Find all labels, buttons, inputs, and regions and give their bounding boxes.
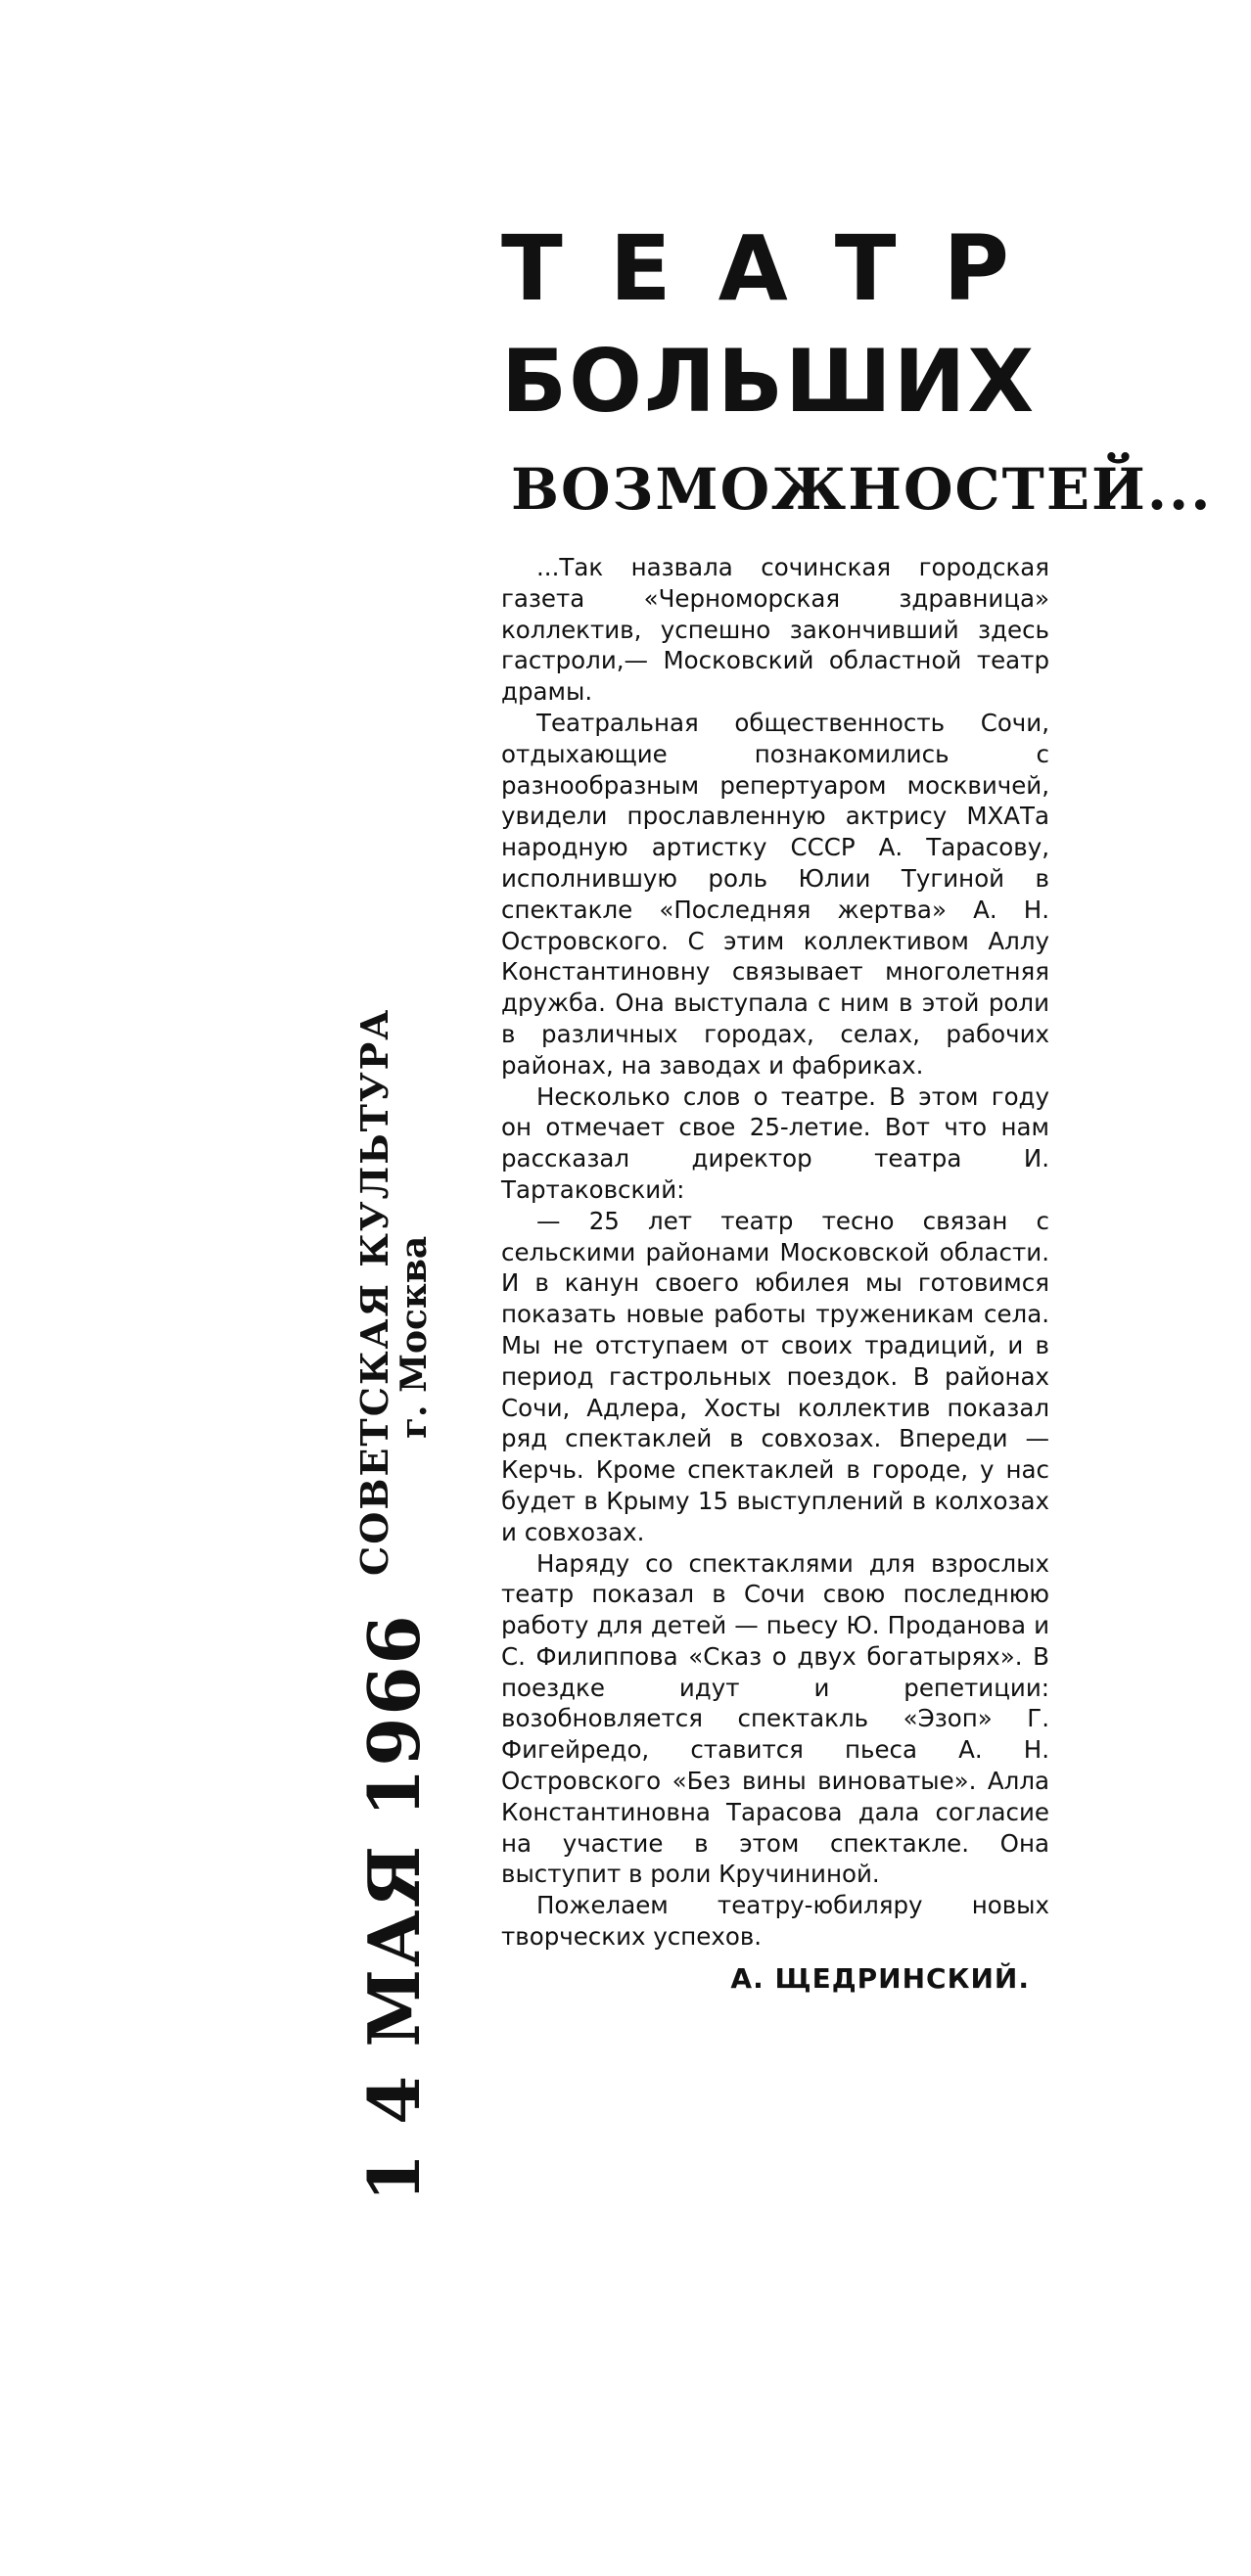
- headline-line-1: ТЕАТР: [501, 216, 1056, 321]
- author-byline: А. ЩЕДРИНСКИЙ.: [730, 1961, 1030, 1995]
- article-paragraph: — 25 лет театр тесно связан с сельскими районами Московской области. И в канун своего юбилея мы готовимся показать новые работы труженикам села. Мы не отступаем от своих традиций, и в период гастрольных поездок. В районах Сочи, Адлера, Хосты коллектив показал ряд спектаклей в совхозах. Впереди — Керчь. Кроме спектаклей в городе, у нас будет в Крыму 15 выступлений в колхозах и совхозах.: [501, 1206, 1049, 1546]
- article-paragraph: Несколько слов о театре. В этом году он отмечает свое 25-летие. Вот что нам рассказал директор театра И. Тартаковский:: [501, 1081, 1049, 1204]
- headline-line-3: ВОЗМОЖНОСТЕЙ...: [511, 456, 1213, 523]
- article-body: [501, 552, 1049, 1953]
- article-paragraph: Наряду со спектаклями для взрослых театр показал в Сочи свою последнюю работу для детей — пьесу Ю. Проданова и С. Филиппова «Сказ о двух богатырях». В поездке идут и репетиции: возобновляется спектакль «Эзоп» Г. Фигейредо, ставится пьеса А. Н. Островского «Без вины виноватые». Алла Константиновна Тарасова дала согласие на участие в этом спектакле. Она выступит в роли Кручининой.: [501, 1548, 1049, 1889]
- article: [501, 215, 1213, 1995]
- publication-date: 1 4 МАЯ 1966: [352, 1613, 436, 2202]
- source-stamp: [313, 1007, 436, 2222]
- article-paragraph: ...Так назвала сочинская городская газета «Черноморская здравница» коллектив, успешно закончивший здесь гастроли,— Московский областной театр драмы.: [501, 553, 1049, 707]
- article-paragraph: Пожелаем театру-юбиляру новых творческих успехов.: [501, 1891, 1049, 1952]
- headline-line-2: БОЛЬШИХ: [501, 331, 1037, 432]
- newspaper-name: СОВЕТСКАЯ КУЛЬТУРА: [352, 1007, 396, 1576]
- city-name: г. Москва: [394, 1235, 435, 1439]
- article-paragraph: Театральная общественность Сочи, отдыхающие познакомились с разнообразным репертуаром москвичей, увидели прославленную актрису МХАТа народную артистку СССР А. Тарасову, исполнившую роль Юлии Тугиной в спектакле «Последняя жертва» А. Н. Островского. С этим коллективом Аллу Константиновну связывает многолетняя дружба. Она выступала с ним в этой роли в различных городах, селах, рабочих районах, на заводах и фабриках.: [501, 708, 1049, 1080]
